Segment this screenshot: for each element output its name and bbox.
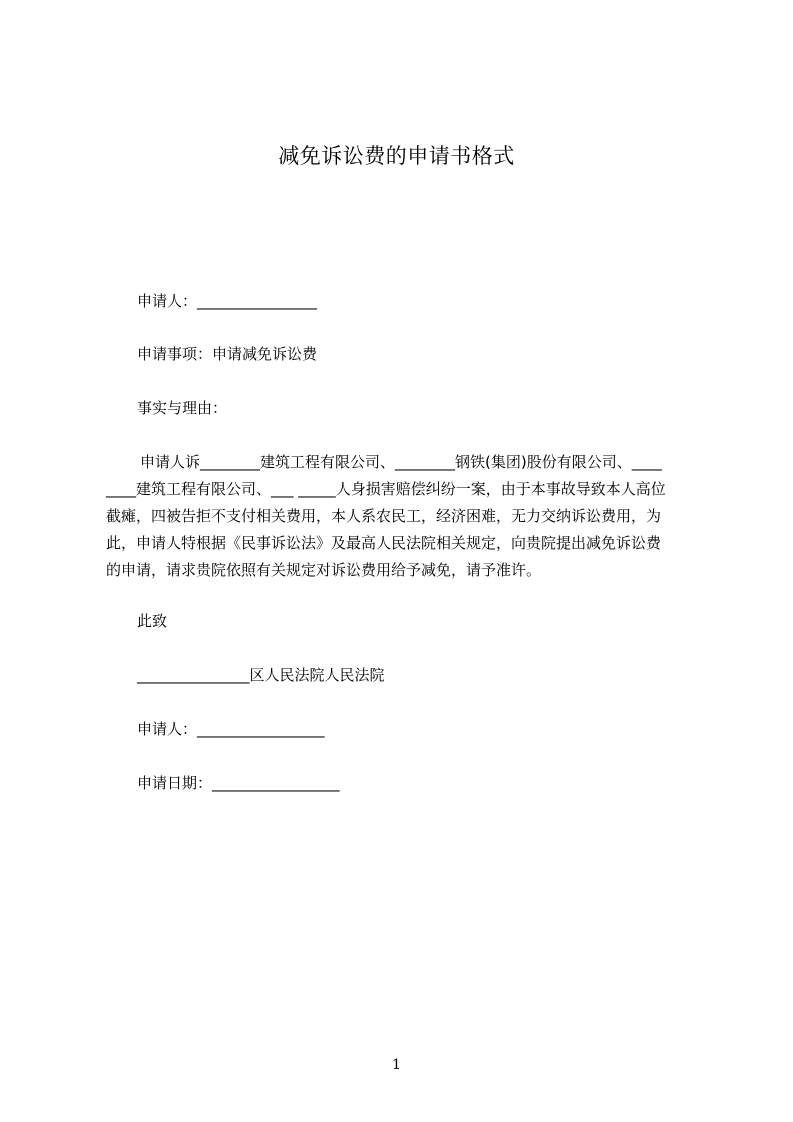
facts-heading: 事实与理由： xyxy=(137,399,228,417)
body-line: 的申请，请求贵院依照有关规定对诉讼费用给予减免，请予准许。 xyxy=(106,561,542,579)
court-line: _______________区人民法院人民法院 xyxy=(137,666,385,684)
page-title: 减免诉讼费的申请书格式 xyxy=(278,144,515,168)
applicant-line: 申请人：________________ xyxy=(137,292,318,310)
page-number: 1 xyxy=(392,1057,401,1073)
body-line: ____建筑工程有限公司、___ _____人身损害赔偿纠纷一案，由于本事故导致本人高位 xyxy=(106,480,666,498)
body-line: 申请人诉________建筑工程有限公司、________钢铁(集团)股份有限公司、____ xyxy=(140,453,662,471)
matter-line: 申请事项：申请减免诉讼费 xyxy=(137,345,318,363)
body-line: 截瘫，四被告拒不支付相关费用，本人系农民工，经济困难，无力交纳诉讼费用，为 xyxy=(106,507,662,525)
signature-line: 申请人：_________________ xyxy=(137,720,325,738)
closing-text: 此致 xyxy=(137,612,168,630)
body-line: 此，申请人特根据《民事诉讼法》及最高人民法院相关规定，向贵院提出减免诉讼费 xyxy=(106,534,662,552)
date-line: 申请日期：_________________ xyxy=(137,774,340,792)
